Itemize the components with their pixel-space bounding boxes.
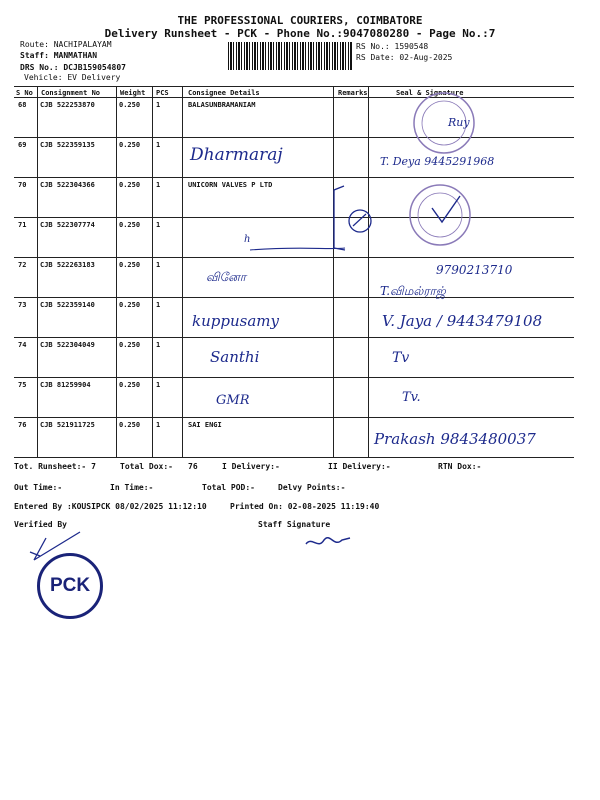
r69-signature: T. Deya 9445291968	[380, 155, 495, 168]
r75-name: GMR	[216, 393, 250, 408]
row-consignee: UNICORN VALVES P LTD	[188, 181, 273, 189]
row-sno: 73	[18, 301, 27, 309]
remarks-bracket	[334, 186, 345, 250]
rtn-dox: RTN Dox:-	[438, 462, 482, 471]
row-sno: 69	[18, 141, 27, 149]
row-weight: 0.250	[119, 421, 141, 429]
row-weight: 0.250	[119, 141, 141, 149]
r74-name: Santhi	[210, 348, 260, 366]
col-sno: S No	[16, 89, 33, 97]
entered-by: Entered By :KOUSIPCK 08/02/2025 11:12:10	[14, 502, 207, 511]
row-consignment: CJB 522253870	[40, 101, 95, 109]
row-pcs: 1	[156, 341, 161, 349]
drs-number: DRS No.: DCJB159054807	[20, 63, 126, 72]
ii-delivery: II Delivery:-	[328, 462, 391, 471]
row-weight: 0.250	[119, 181, 141, 189]
r76-signature: Prakash 9843480037	[374, 430, 536, 448]
total-dox-value: 76	[188, 462, 198, 471]
vehicle-label: Vehicle: EV Delivery	[24, 73, 121, 82]
row-sno: 75	[18, 381, 27, 389]
row-pcs: 1	[156, 181, 161, 189]
route-label: Route: NACHIPALAYAM	[20, 40, 112, 49]
out-time: Out Time:-	[14, 483, 63, 492]
row-weight: 0.250	[119, 341, 141, 349]
row-pcs: 1	[156, 421, 161, 429]
r72-signature-name: T.விமல்ராஜ்	[380, 284, 446, 298]
printed-on: Printed On: 02-08-2025 11:19:40	[230, 502, 380, 511]
col-consignee: Consignee Details	[188, 89, 260, 97]
row-consignee: SAI ENGI	[188, 421, 222, 429]
r72-signature-phone: 9790213710	[436, 263, 513, 277]
row-pcs: 1	[156, 381, 161, 389]
row-consignment: CJB 522263183	[40, 261, 95, 269]
col-weight: Weight	[120, 89, 146, 97]
row-consignment: CJB 522304049	[40, 341, 95, 349]
pck-stamp	[37, 553, 103, 619]
verified-by: Verified By	[14, 520, 67, 529]
row-sno: 71	[18, 221, 27, 229]
row-weight: 0.250	[119, 101, 141, 109]
pck-stamp-text: PCK	[49, 575, 91, 596]
row-weight: 0.250	[119, 381, 141, 389]
delvy-points: Delvy Points:-	[278, 483, 346, 492]
row-pcs: 1	[156, 141, 161, 149]
r74-signature: Tv	[392, 350, 410, 366]
i-delivery: I Delivery:-	[222, 462, 280, 471]
r68-signature: Ruy	[448, 116, 470, 129]
total-pod: Total POD:-	[202, 483, 255, 492]
row-consignment: CJB 522359135	[40, 141, 95, 149]
row-consignee: BALASUNBRAMANIAM	[188, 101, 256, 109]
r73-signature: V. Jaya / 9443479108	[382, 312, 543, 330]
col-remarks: Remarks	[338, 89, 368, 97]
row-weight: 0.250	[119, 301, 141, 309]
col-seal-signature: Seal & Signature	[396, 89, 464, 97]
row-consignment: CJB 522359140	[40, 301, 95, 309]
row-consignment: CJB 522307774	[40, 221, 95, 229]
row-weight: 0.250	[119, 221, 141, 229]
row-sno: 68	[18, 101, 27, 109]
total-dox-label: Total Dox:-	[120, 462, 173, 471]
row-sno: 70	[18, 181, 27, 189]
r75-signature: Tv.	[402, 390, 421, 405]
staff-signature-label: Staff Signature	[258, 520, 331, 529]
row-sno: 72	[18, 261, 27, 269]
r71-mark: h	[244, 234, 251, 245]
row-pcs: 1	[156, 261, 161, 269]
r73-name: kuppusamy	[192, 312, 279, 330]
staff-label: Staff: MANMATHAN	[20, 51, 98, 60]
company-title: THE PROFESSIONAL COURIERS, COIMBATORE	[177, 14, 423, 27]
r72-name: வினோ	[206, 270, 247, 284]
col-consignment: Consignment No	[41, 89, 101, 97]
tot-runsheet: Tot. Runsheet:- 7	[14, 462, 96, 471]
row-weight: 0.250	[119, 261, 141, 269]
row-pcs: 1	[156, 221, 161, 229]
row-sno: 76	[18, 421, 27, 429]
row-consignment: CJB 81259904	[40, 381, 91, 389]
staff-signature-scribble	[306, 538, 350, 544]
rs-number: RS No.: 1590548	[356, 42, 429, 51]
row-consignment: CJB 522304366	[40, 181, 95, 189]
runsheet-subtitle: Delivery Runsheet - PCK - Phone No.:9047080280 - Page No.:7	[104, 27, 496, 40]
seal-stamp-70	[410, 185, 470, 245]
row-pcs: 1	[156, 301, 161, 309]
col-pcs: PCS	[156, 89, 169, 97]
row-pcs: 1	[156, 101, 161, 109]
row-consignment: CJB 521911725	[40, 421, 95, 429]
r69-name: Dharmaraj	[190, 145, 283, 165]
rs-date: RS Date: 02-Aug-2025	[356, 53, 453, 62]
row-sno: 74	[18, 341, 27, 349]
in-time: In Time:-	[110, 483, 154, 492]
